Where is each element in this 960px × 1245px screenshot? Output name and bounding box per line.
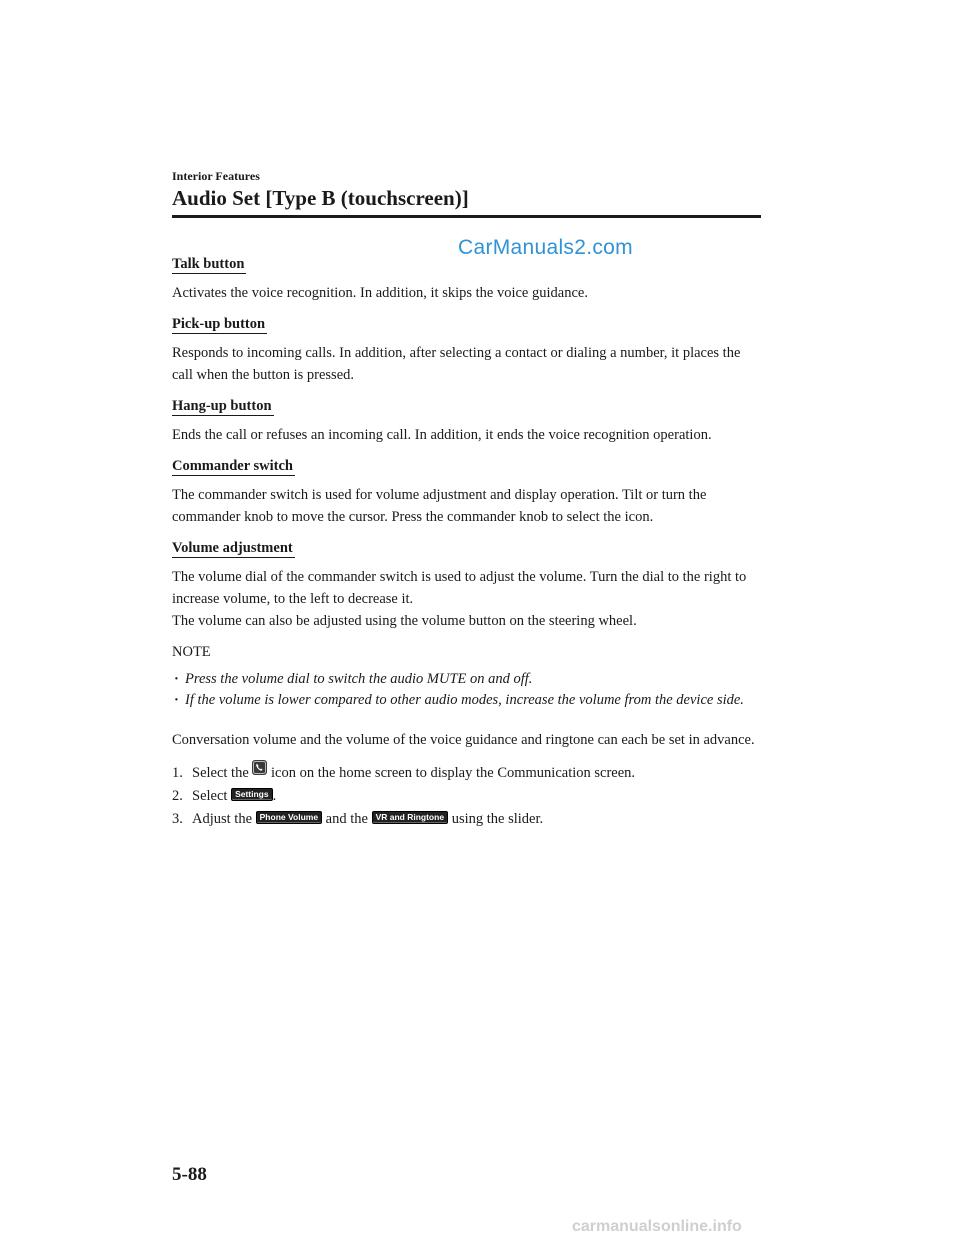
volume-adjustment-text-2: The volume can also be adjusted using the volume button on the steering wheel. <box>172 613 637 629</box>
talk-button-heading: Talk button <box>172 256 245 272</box>
watermark-top: CarManuals2.com <box>458 236 633 259</box>
section-label: Interior Features <box>172 169 260 183</box>
step-text: using the slider. <box>451 811 544 827</box>
step-text: Select the <box>192 765 249 781</box>
page-title: Audio Set [Type B (touchscreen)] <box>172 186 469 210</box>
commander-switch-heading: Commander switch <box>172 458 293 474</box>
step-item <box>172 760 762 785</box>
step-number: 2. <box>172 788 183 804</box>
step-text: Select <box>192 788 228 804</box>
pickup-button-heading: Pick-up button <box>172 316 266 332</box>
step-number: 1. <box>172 765 183 781</box>
vr-ringtone-button-label: VR and Ringtone <box>372 811 448 824</box>
talk-button-text: Activates the voice recognition. In addition, it skips the voice guidance. <box>172 285 588 301</box>
step-text: . <box>272 788 277 804</box>
phone-volume-button-label: Phone Volume <box>256 811 322 824</box>
step-item <box>172 785 762 808</box>
step-text: icon on the home screen to display the Communication screen. <box>271 765 636 781</box>
note-item: · If the volume is lower compared to other audio modes, increase the volume from the device side. <box>172 690 762 711</box>
main-content <box>172 253 762 831</box>
communication-icon <box>252 760 267 775</box>
page-number: 5-88 <box>172 1164 207 1185</box>
title-divider <box>172 215 761 218</box>
note-list <box>172 669 762 711</box>
step-number: 3. <box>172 811 183 827</box>
step-text: and the <box>325 811 368 827</box>
volume-adjustment-text-1: The volume dial of the commander switch is used to adjust the volume. Turn the dial to the right to increase volume, to the left to decrease it. <box>172 569 747 607</box>
watermark-bottom: carmanualsonline.info <box>572 1218 742 1235</box>
hangup-button-text: Ends the call or refuses an incoming call. In addition, it ends the voice recognition operation. <box>172 427 712 443</box>
step-text: Adjust the <box>192 811 253 827</box>
hangup-button-heading: Hang-up button <box>172 398 272 414</box>
step-item <box>172 808 762 831</box>
note-item: · Press the volume dial to switch the audio MUTE on and off. <box>172 669 762 690</box>
pickup-button-text: Responds to incoming calls. In addition, after selecting a contact or dialing a number, it places the call when the button is pressed. <box>172 345 741 383</box>
settings-button-label: Settings <box>231 788 273 801</box>
steps-list <box>172 760 762 831</box>
note-label: NOTE <box>172 644 211 660</box>
volume-adjustment-heading: Volume adjustment <box>172 540 293 556</box>
commander-switch-text: The commander switch is used for volume adjustment and display operation. Tilt or turn the commander knob to move the cursor. Press the commander knob to select the icon. <box>172 487 707 525</box>
conversation-volume-text: Conversation volume and the volume of the voice guidance and ringtone can each be set in advance. <box>172 732 755 748</box>
